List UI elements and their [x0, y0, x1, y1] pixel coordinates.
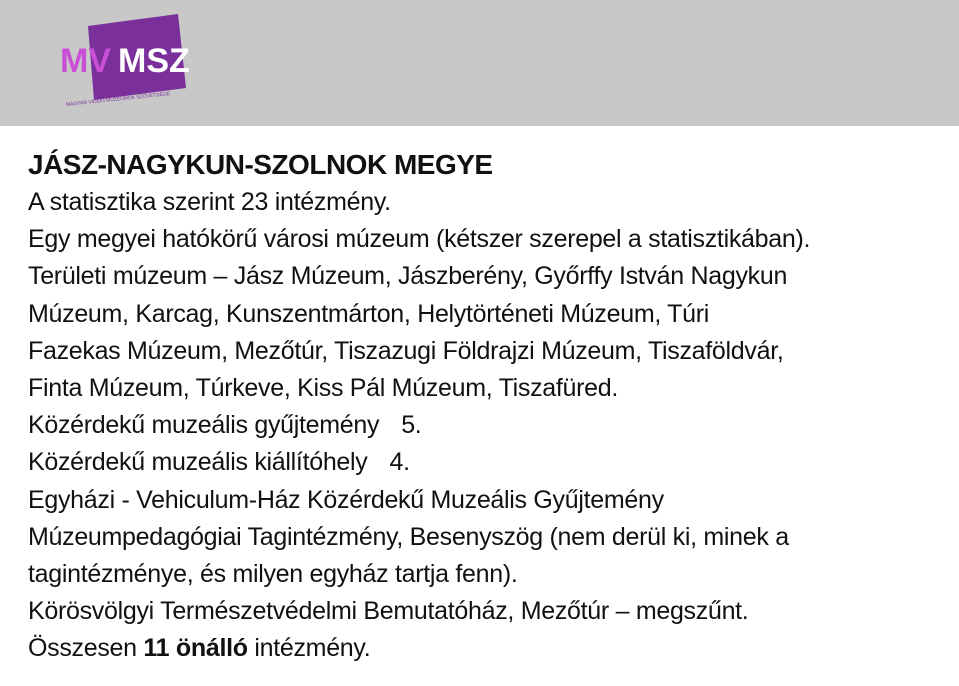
collection-count: 5. [401, 411, 422, 440]
church-line-2: Múzeumpedagógiai Tagintézmény, Besenyszög (nem derül ki, minek a [28, 522, 789, 551]
mvmsz-logo-graphic [58, 14, 190, 110]
exhibition-line [28, 444, 943, 481]
exhibition-count: 4. [389, 448, 410, 477]
total-suffix: intézmény. [254, 634, 371, 663]
page-title: JÁSZ-NAGYKUN-SZOLNOK MEGYE [28, 149, 493, 180]
regional-museum-line-2: Múzeum, Karcag, Kunszentmárton, Helytörténeti Múzeum, Túri [28, 299, 710, 328]
logo-letters-msz: MSZ [118, 42, 190, 80]
stat-line: A statisztika szerint 23 intézmény. [28, 188, 391, 216]
mvmsz-logo [58, 14, 190, 110]
regional-museum-line-4: Finta Múzeum, Túrkeve, Kiss Pál Múzeum, Tiszafüred. [28, 374, 619, 403]
church-line-3: tagintézménye, és milyen egyház tartja fenn). [28, 560, 518, 589]
regional-museum-line-1: Területi múzeum – Jász Múzeum, Jászberény, Győrffy István Nagykun [28, 262, 788, 291]
logo-subtext: MAGYAR VIDÉKI MÚZEUMOK SZÖVETSÉGE [65, 91, 171, 108]
total-prefix: Összesen [28, 634, 137, 663]
total-line [28, 630, 943, 667]
church-line-1: Egyházi - Vehiculum-Ház Közérdekű Muzeális Gyűjtemény [28, 485, 664, 514]
total-bold: 11 önálló [143, 634, 248, 663]
collection-label: Közérdekű muzeális gyűjtemény [28, 411, 380, 440]
regional-museum-line-3: Fazekas Múzeum, Mezőtúr, Tiszazugi Földrajzi Múzeum, Tiszaföldvár, [28, 336, 784, 365]
nature-line: Körösvölgyi Természetvédelmi Bemutatóház, Mezőtúr – megszűnt. [28, 597, 749, 626]
content-block [28, 146, 943, 668]
logo-letters-mv: MV [60, 42, 111, 80]
county-museum-line: Egy megyei hatókörű városi múzeum (kétszer szerepel a statisztikában). [28, 225, 811, 254]
exhibition-label: Közérdekű muzeális kiállítóhely [28, 448, 368, 477]
collection-line [28, 407, 943, 444]
